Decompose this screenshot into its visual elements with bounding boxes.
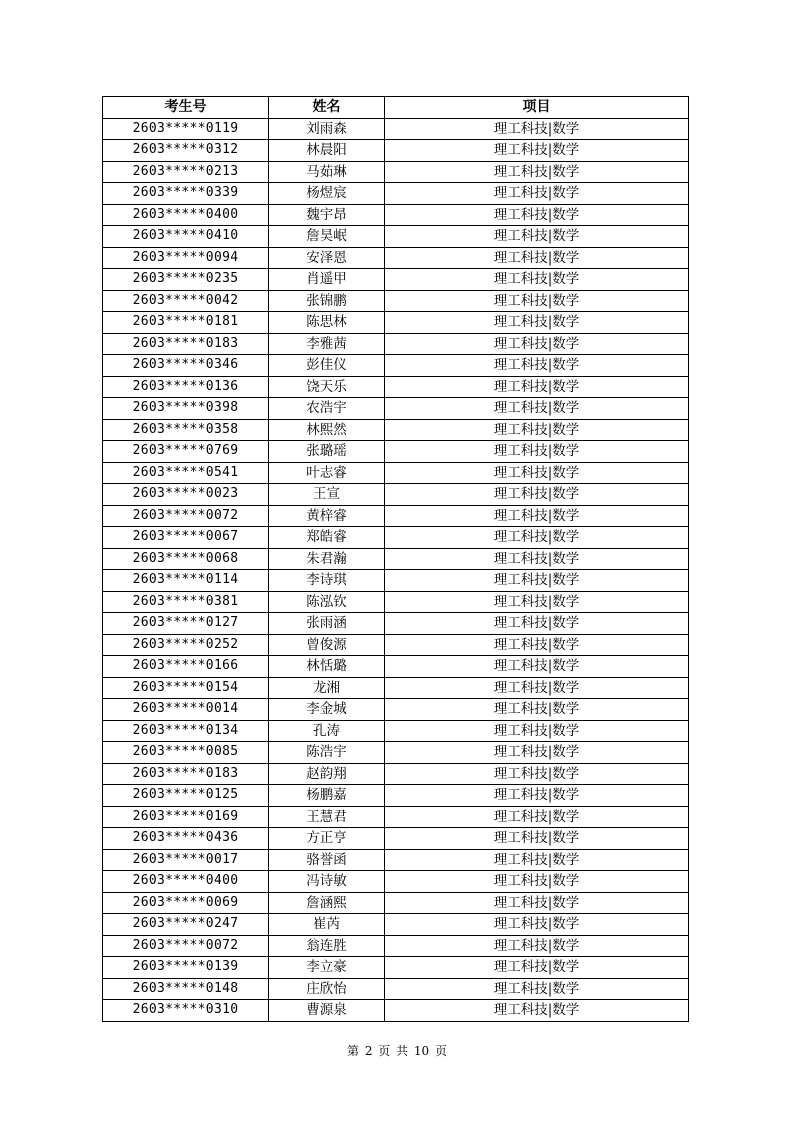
candidate-id-cell: 2603*****0400 xyxy=(103,204,269,226)
name-cell: 崔芮 xyxy=(269,914,385,936)
name-cell: 郑皓睿 xyxy=(269,527,385,549)
table-row xyxy=(103,333,689,355)
table-row xyxy=(103,441,689,463)
name-cell: 刘雨森 xyxy=(269,118,385,140)
candidate-id-cell: 2603*****0358 xyxy=(103,419,269,441)
header-candidate-id: 考生号 xyxy=(103,97,269,119)
project-cell: 理工科技|数学 xyxy=(385,849,689,871)
table-row xyxy=(103,140,689,162)
table-row xyxy=(103,462,689,484)
table-row xyxy=(103,656,689,678)
project-cell: 理工科技|数学 xyxy=(385,226,689,248)
table-row xyxy=(103,892,689,914)
project-cell: 理工科技|数学 xyxy=(385,806,689,828)
project-cell: 理工科技|数学 xyxy=(385,398,689,420)
project-cell: 理工科技|数学 xyxy=(385,978,689,1000)
table-row xyxy=(103,398,689,420)
project-cell: 理工科技|数学 xyxy=(385,118,689,140)
table-header-row xyxy=(103,97,689,119)
candidate-id-cell: 2603*****0213 xyxy=(103,161,269,183)
name-cell: 马茹琳 xyxy=(269,161,385,183)
name-cell: 魏宇昂 xyxy=(269,204,385,226)
table-row xyxy=(103,570,689,592)
candidate-id-cell: 2603*****0166 xyxy=(103,656,269,678)
candidate-id-cell: 2603*****0169 xyxy=(103,806,269,828)
name-cell: 冯诗敏 xyxy=(269,871,385,893)
project-cell: 理工科技|数学 xyxy=(385,269,689,291)
candidate-id-cell: 2603*****0400 xyxy=(103,871,269,893)
name-cell: 林恬璐 xyxy=(269,656,385,678)
name-cell: 赵韵翔 xyxy=(269,763,385,785)
table-row xyxy=(103,183,689,205)
name-cell: 黄梓睿 xyxy=(269,505,385,527)
name-cell: 肖遥甲 xyxy=(269,269,385,291)
candidate-id-cell: 2603*****0017 xyxy=(103,849,269,871)
project-cell: 理工科技|数学 xyxy=(385,785,689,807)
name-cell: 陈思林 xyxy=(269,312,385,334)
candidate-id-cell: 2603*****0183 xyxy=(103,333,269,355)
name-cell: 陈浩宇 xyxy=(269,742,385,764)
name-cell: 饶天乐 xyxy=(269,376,385,398)
candidate-id-cell: 2603*****0042 xyxy=(103,290,269,312)
candidate-id-cell: 2603*****0398 xyxy=(103,398,269,420)
name-cell: 张锦鹏 xyxy=(269,290,385,312)
name-cell: 陈泓钦 xyxy=(269,591,385,613)
candidate-id-cell: 2603*****0014 xyxy=(103,699,269,721)
project-cell: 理工科技|数学 xyxy=(385,763,689,785)
name-cell: 詹涵熙 xyxy=(269,892,385,914)
project-cell: 理工科技|数学 xyxy=(385,376,689,398)
candidate-id-cell: 2603*****0148 xyxy=(103,978,269,1000)
table-row xyxy=(103,677,689,699)
table-row xyxy=(103,118,689,140)
candidate-id-cell: 2603*****0094 xyxy=(103,247,269,269)
candidate-id-cell: 2603*****0346 xyxy=(103,355,269,377)
project-cell: 理工科技|数学 xyxy=(385,828,689,850)
candidate-id-cell: 2603*****0119 xyxy=(103,118,269,140)
name-cell: 曹源泉 xyxy=(269,1000,385,1022)
candidate-id-cell: 2603*****0154 xyxy=(103,677,269,699)
candidate-id-cell: 2603*****0069 xyxy=(103,892,269,914)
candidate-id-cell: 2603*****0114 xyxy=(103,570,269,592)
candidate-id-cell: 2603*****0339 xyxy=(103,183,269,205)
table-row xyxy=(103,806,689,828)
project-cell: 理工科技|数学 xyxy=(385,290,689,312)
candidate-id-cell: 2603*****0541 xyxy=(103,462,269,484)
name-cell: 曾俊源 xyxy=(269,634,385,656)
candidate-id-cell: 2603*****0410 xyxy=(103,226,269,248)
candidate-id-cell: 2603*****0139 xyxy=(103,957,269,979)
table-row xyxy=(103,247,689,269)
name-cell: 朱君瀚 xyxy=(269,548,385,570)
project-cell: 理工科技|数学 xyxy=(385,183,689,205)
candidate-id-cell: 2603*****0312 xyxy=(103,140,269,162)
project-cell: 理工科技|数学 xyxy=(385,204,689,226)
project-cell: 理工科技|数学 xyxy=(385,742,689,764)
candidate-id-cell: 2603*****0085 xyxy=(103,742,269,764)
name-cell: 张雨涵 xyxy=(269,613,385,635)
table-row xyxy=(103,269,689,291)
project-cell: 理工科技|数学 xyxy=(385,441,689,463)
name-cell: 李诗琪 xyxy=(269,570,385,592)
project-cell: 理工科技|数学 xyxy=(385,312,689,334)
name-cell: 杨鹏嘉 xyxy=(269,785,385,807)
table-row xyxy=(103,1000,689,1022)
project-cell: 理工科技|数学 xyxy=(385,677,689,699)
table-body xyxy=(103,118,689,1021)
table-row xyxy=(103,828,689,850)
name-cell: 张璐瑶 xyxy=(269,441,385,463)
name-cell: 王慧君 xyxy=(269,806,385,828)
project-cell: 理工科技|数学 xyxy=(385,613,689,635)
candidate-id-cell: 2603*****0183 xyxy=(103,763,269,785)
table-row xyxy=(103,505,689,527)
candidate-table xyxy=(102,96,689,1022)
table-row xyxy=(103,978,689,1000)
table-row xyxy=(103,548,689,570)
project-cell: 理工科技|数学 xyxy=(385,871,689,893)
project-cell: 理工科技|数学 xyxy=(385,355,689,377)
table-row xyxy=(103,204,689,226)
project-cell: 理工科技|数学 xyxy=(385,505,689,527)
table-row xyxy=(103,935,689,957)
table-row xyxy=(103,720,689,742)
name-cell: 李雅茜 xyxy=(269,333,385,355)
header-name: 姓名 xyxy=(269,97,385,119)
project-cell: 理工科技|数学 xyxy=(385,247,689,269)
project-cell: 理工科技|数学 xyxy=(385,591,689,613)
project-cell: 理工科技|数学 xyxy=(385,570,689,592)
table-row xyxy=(103,634,689,656)
table-row xyxy=(103,419,689,441)
name-cell: 李立豪 xyxy=(269,957,385,979)
table-row xyxy=(103,849,689,871)
table-row xyxy=(103,226,689,248)
table-row xyxy=(103,763,689,785)
page-number-footer: 第 2 页 共 10 页 xyxy=(347,1044,447,1058)
project-cell: 理工科技|数学 xyxy=(385,161,689,183)
table-row xyxy=(103,613,689,635)
table-row xyxy=(103,376,689,398)
project-cell: 理工科技|数学 xyxy=(385,699,689,721)
name-cell: 林晨阳 xyxy=(269,140,385,162)
name-cell: 彭佳仪 xyxy=(269,355,385,377)
name-cell: 李金城 xyxy=(269,699,385,721)
name-cell: 孔涛 xyxy=(269,720,385,742)
candidate-id-cell: 2603*****0381 xyxy=(103,591,269,613)
project-cell: 理工科技|数学 xyxy=(385,1000,689,1022)
name-cell: 杨煜宸 xyxy=(269,183,385,205)
table-row xyxy=(103,742,689,764)
project-cell: 理工科技|数学 xyxy=(385,527,689,549)
project-cell: 理工科技|数学 xyxy=(385,462,689,484)
name-cell: 骆誉函 xyxy=(269,849,385,871)
table-row xyxy=(103,355,689,377)
project-cell: 理工科技|数学 xyxy=(385,419,689,441)
project-cell: 理工科技|数学 xyxy=(385,656,689,678)
table-row xyxy=(103,290,689,312)
candidate-id-cell: 2603*****0252 xyxy=(103,634,269,656)
table-row xyxy=(103,484,689,506)
candidate-id-cell: 2603*****0235 xyxy=(103,269,269,291)
candidate-id-cell: 2603*****0072 xyxy=(103,505,269,527)
candidate-id-cell: 2603*****0023 xyxy=(103,484,269,506)
project-cell: 理工科技|数学 xyxy=(385,333,689,355)
project-cell: 理工科技|数学 xyxy=(385,720,689,742)
table-row xyxy=(103,957,689,979)
table-row xyxy=(103,785,689,807)
project-cell: 理工科技|数学 xyxy=(385,634,689,656)
candidate-id-cell: 2603*****0136 xyxy=(103,376,269,398)
name-cell: 庄欣怡 xyxy=(269,978,385,1000)
project-cell: 理工科技|数学 xyxy=(385,140,689,162)
name-cell: 农浩宇 xyxy=(269,398,385,420)
name-cell: 翁连胜 xyxy=(269,935,385,957)
table-row xyxy=(103,871,689,893)
project-cell: 理工科技|数学 xyxy=(385,957,689,979)
name-cell: 詹昊岷 xyxy=(269,226,385,248)
candidate-id-cell: 2603*****0181 xyxy=(103,312,269,334)
project-cell: 理工科技|数学 xyxy=(385,548,689,570)
candidate-id-cell: 2603*****0127 xyxy=(103,613,269,635)
table-row xyxy=(103,591,689,613)
name-cell: 王宣 xyxy=(269,484,385,506)
name-cell: 方正亨 xyxy=(269,828,385,850)
project-cell: 理工科技|数学 xyxy=(385,892,689,914)
candidate-id-cell: 2603*****0436 xyxy=(103,828,269,850)
name-cell: 安泽恩 xyxy=(269,247,385,269)
candidate-id-cell: 2603*****0134 xyxy=(103,720,269,742)
name-cell: 龙湘 xyxy=(269,677,385,699)
candidate-id-cell: 2603*****0072 xyxy=(103,935,269,957)
candidate-id-cell: 2603*****0125 xyxy=(103,785,269,807)
candidate-id-cell: 2603*****0067 xyxy=(103,527,269,549)
header-project: 项目 xyxy=(385,97,689,119)
table-row xyxy=(103,527,689,549)
project-cell: 理工科技|数学 xyxy=(385,914,689,936)
candidate-id-cell: 2603*****0247 xyxy=(103,914,269,936)
table-row xyxy=(103,914,689,936)
candidate-id-cell: 2603*****0068 xyxy=(103,548,269,570)
table-row xyxy=(103,312,689,334)
project-cell: 理工科技|数学 xyxy=(385,484,689,506)
table-row xyxy=(103,699,689,721)
candidate-id-cell: 2603*****0310 xyxy=(103,1000,269,1022)
name-cell: 叶志睿 xyxy=(269,462,385,484)
project-cell: 理工科技|数学 xyxy=(385,935,689,957)
name-cell: 林熙然 xyxy=(269,419,385,441)
candidate-id-cell: 2603*****0769 xyxy=(103,441,269,463)
table-row xyxy=(103,161,689,183)
